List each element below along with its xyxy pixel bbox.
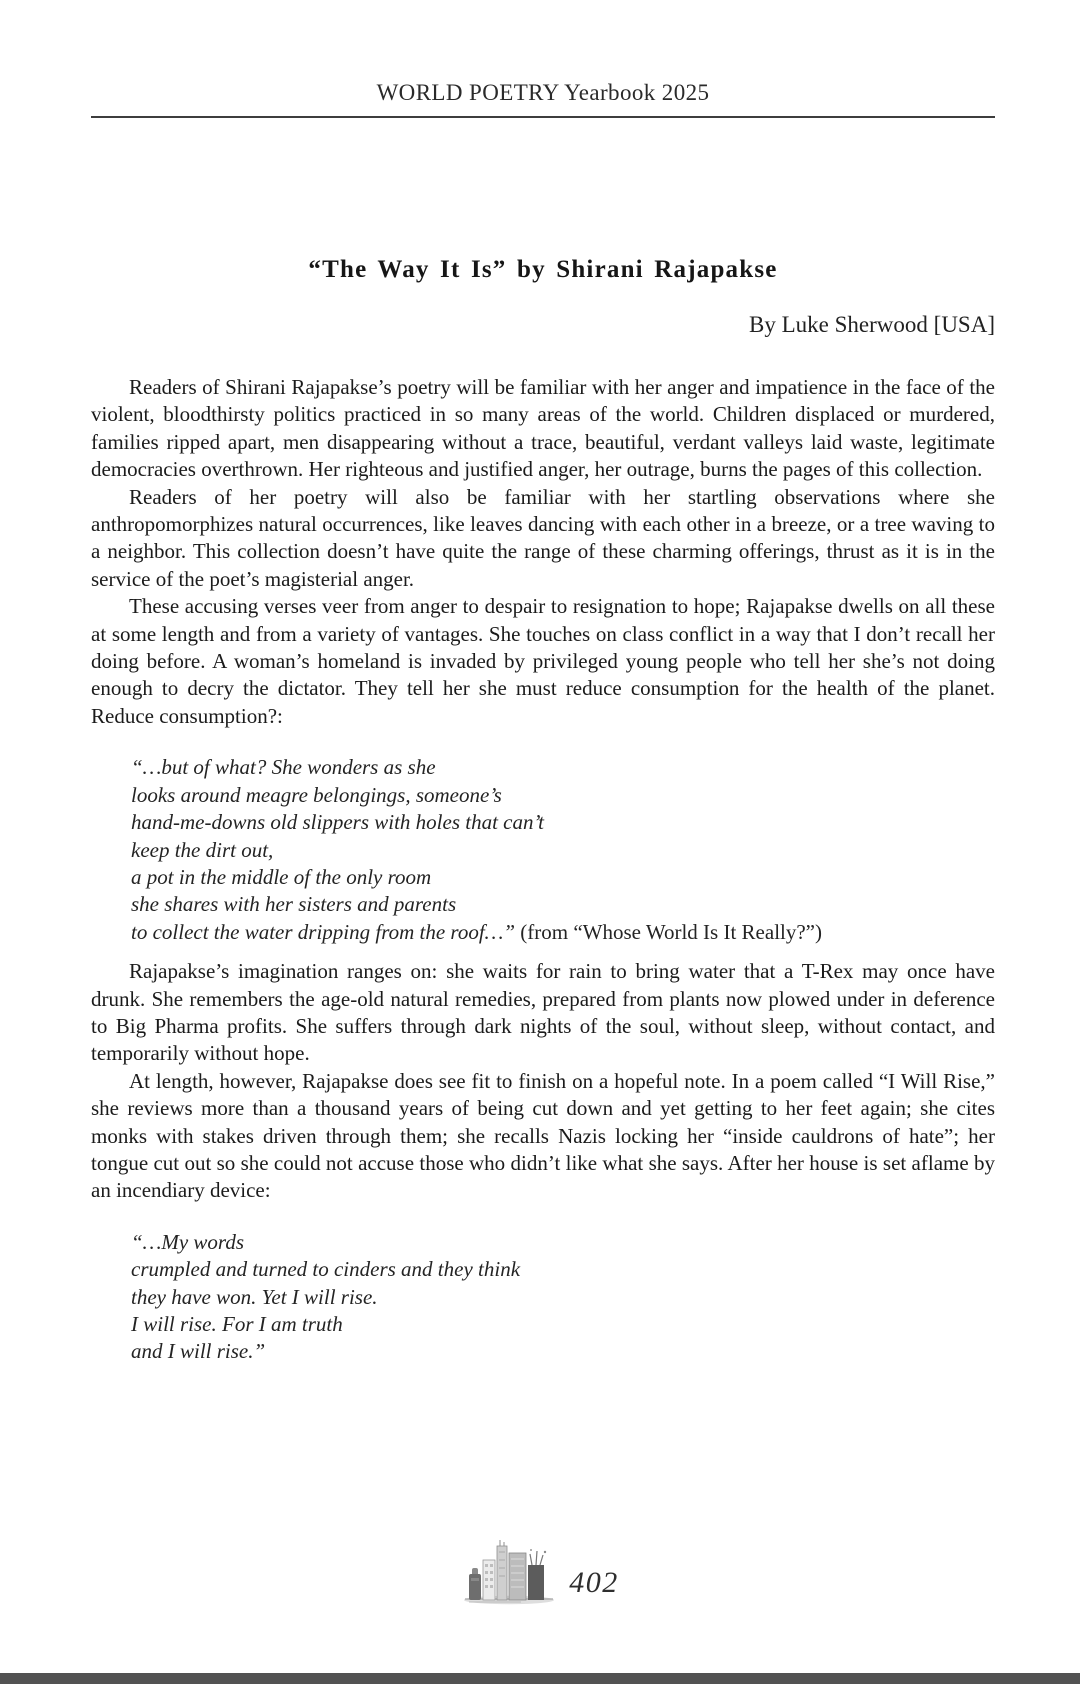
running-head: WORLD POETRY Yearbook 2025 bbox=[376, 80, 710, 105]
bottom-edge-bar bbox=[0, 1673, 1080, 1684]
paragraph: Rajapakse’s imagination ranges on: she waits for rain to bring water that a T-Rex may once have drunk. She remembers the age-old natural remedies, prepared from plants now plowed under in deference to Big Pharma profits. She suffers through dark nights of the soul, without sleep, without contact, and temporarily without hope. bbox=[91, 959, 995, 1066]
paragraph: Readers of her poetry will also be familiar with her startling observations where she anthropomorphizes natural occurrences, like leaves dancing with each other in a breeze, or a tree waving to a neighbor. This collection doesn’t have quite the range of these charming offerings, thrust as it is in the service of the poet’s magisterial anger. bbox=[91, 484, 995, 591]
poem-attribution: (from “Whose World Is It Really?”) bbox=[515, 919, 822, 944]
poem-line-with-attribution bbox=[131, 919, 995, 946]
paragraph: Readers of Shirani Rajapakse’s poetry will be familiar with her anger and impatience in the face of the violent, bloodthirsty politics practiced in so many areas of the world. Children displaced or murdered, families ripped apart, men disappearing without a trace, beautiful, verdant valleys laid waste, legitimate democracies overthrown. Her righteous and justified anger, her outrage, burns the pages of this collection. bbox=[91, 375, 995, 482]
poem-line: a pot in the middle of the only room bbox=[131, 864, 432, 889]
paragraph: At length, however, Rajapakse does see fit to finish on a hopeful note. In a poem called “I Will Rise,” she reviews more than a thousand years of being cut down and yet getting to her feet again; she cites monks with stakes driven through them; she recalls Nazis locking her “inside cauldrons of hate”; her tongue cut out so she could not accuse those who didn’t like what she says. After her house is set aflame by an incendiary device: bbox=[91, 1068, 995, 1203]
poem-line-final: to collect the water dripping from the roof…” bbox=[131, 919, 516, 944]
paragraph: These accusing verses veer from anger to despair to resignation to hope; Rajapakse dwells on all these at some length and from a variety of vantages. She touches on class conflict in a way that I don’t recall her doing before. A woman’s homeland is invaded by privileged young people who tell her she’s not doing enough to decry the dictator. They tell her she must reduce consumption for the health of the planet. Reduce consumption?: bbox=[91, 594, 995, 728]
page-footer bbox=[0, 1538, 1080, 1608]
poem-quote-1 bbox=[131, 754, 995, 946]
header-rule bbox=[91, 116, 995, 118]
page-number: 402 bbox=[569, 1566, 619, 1599]
byline: By Luke Sherwood [USA] bbox=[749, 312, 995, 337]
page-content bbox=[0, 80, 1080, 1366]
poem-line: they have won. Yet I will rise. bbox=[131, 1284, 378, 1309]
poem-line: and I will rise.” bbox=[131, 1339, 266, 1364]
poem-line: looks around meagre belongings, someone’s bbox=[131, 782, 502, 807]
article-body bbox=[91, 374, 995, 1366]
poem-line: keep the dirt out, bbox=[131, 837, 274, 862]
poem-line: crumpled and turned to cinders and they think bbox=[131, 1257, 521, 1282]
poem-line: hand-me-downs old slippers with holes that can’t bbox=[131, 810, 544, 835]
city-skyline-icon bbox=[461, 1538, 561, 1608]
poem-line: “…My words bbox=[131, 1229, 244, 1254]
poem-line: “…but of what? She wonders as she bbox=[131, 755, 436, 780]
poem-quote-2 bbox=[131, 1229, 995, 1366]
article-title: “The Way It Is” by Shirani Rajapakse bbox=[308, 256, 778, 283]
poem-line: I will rise. For I am truth bbox=[131, 1312, 343, 1336]
poem-line: she shares with her sisters and parents bbox=[131, 892, 457, 917]
